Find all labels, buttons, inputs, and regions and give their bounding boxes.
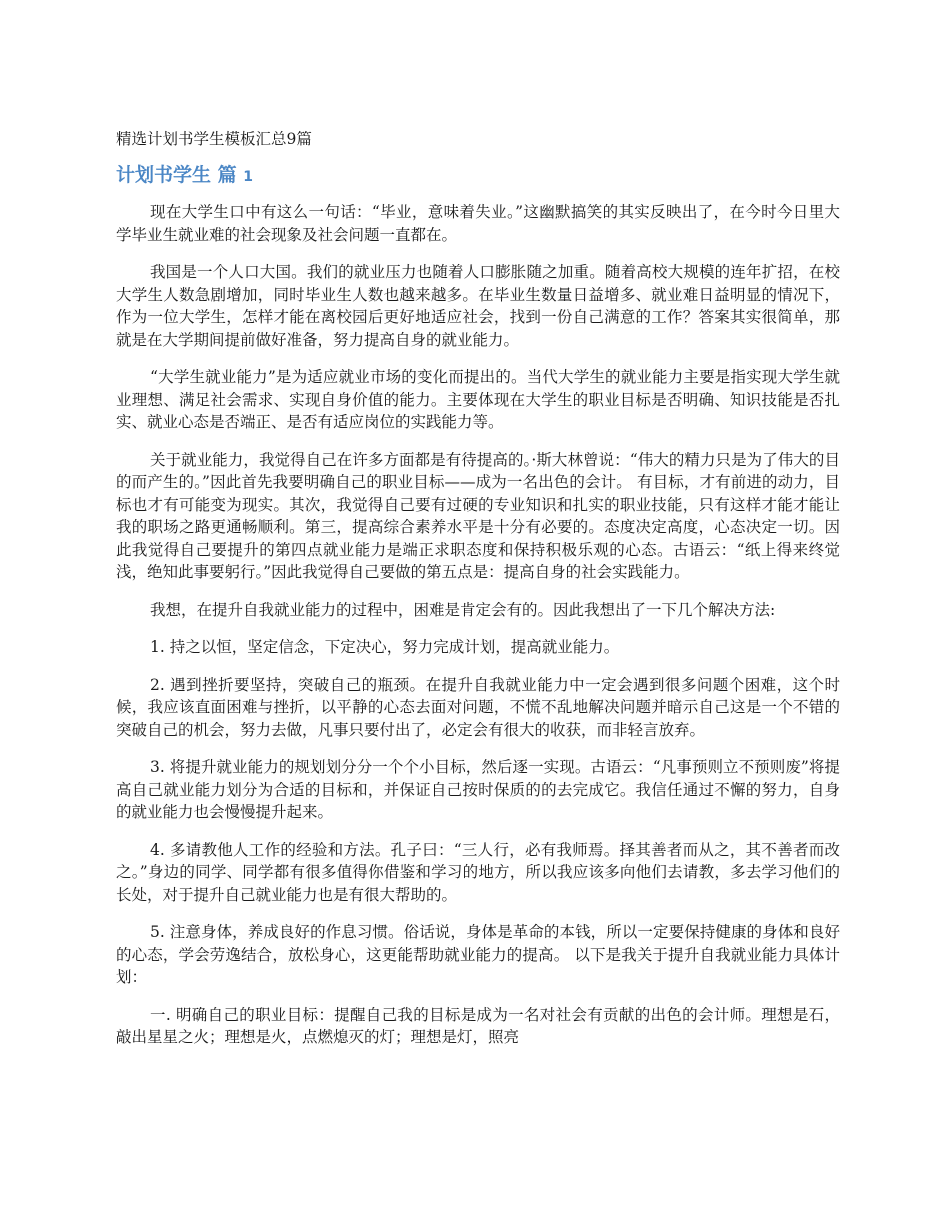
- list-item-1: 1. 持之以恒，坚定信念，下定决心，努力完成计划，提高就业能力。: [150, 638, 620, 656]
- section-heading-number: 1: [243, 169, 253, 185]
- list-item-5: 5. 注意身体，养成良好的作息习惯。俗话说，身体是革命的本钱，所以一定要保持健康的身体和良好的心态，学会劳逸结合，放松身心，这更能帮助就业能力的提高。 以下是我关于提升自我就业能力具体计划：: [116, 923, 840, 986]
- document-title: 精选计划书学生模板汇总9篇: [116, 130, 312, 148]
- paragraph-self-assessment: 关于就业能力，我觉得自己在许多方面都是有待提高的。·斯大林曾说：“伟大的精力只是为了伟大的目的而产生的。”因此首先我要明确自己的职业目标——成为一名出色的会计。 有目标，才有前进的动力，目标也才有可能变为现实。其次，我觉得自己要有过硬的专业知识和扎实的职业技能，只有这样才能才能让我的职场之路更通畅顺利。第三，提高综合素养水平是十分有必要的。态度决定高度，心态决定一切。因此我觉得自己要提升的第四点就业能力是端正求职态度和保持积极乐观的心态。古语云：“纸上得来终觉浅，绝知此事要躬行。”因此我觉得自己要做的第五点是：提高自身的社会实践能力。: [116, 450, 840, 581]
- plan-item-1: 一. 明确自己的职业目标：提醒自己我的目标是成为一名对社会有贡献的出色的会计师。理想是石，敲出星星之火；理想是火，点燃熄灭的灯；理想是灯，照亮: [116, 1005, 840, 1046]
- document-body: [116, 201, 840, 1064]
- paragraph-methods-intro: 我想，在提升自我就业能力的过程中，困难是肯定会有的。因此我想出了一下几个解决方法:: [150, 600, 776, 619]
- paragraph-definition: “大学生就业能力”是为适应就业市场的变化而提出的。当代大学生的就业能力主要是指实现大学生就业理想、满足社会需求、实现自身价值的能力。主要体现在大学生的职业目标是否明确、知识技能是否扎实、就业心态是否端正、是否有适应岗位的实践能力等。: [116, 368, 840, 431]
- section-heading: [116, 160, 253, 192]
- list-item-4: 4. 多请教他人工作的经验和方法。孔子曰：“三人行，必有我师焉。择其善者而从之，其不善者而改之。”身边的同学、同学都有很多值得你借鉴和学习的地方，所以我应该多向他们去请教，多去学习他们的长处，对于提升自己就业能力也是有很大帮助的。: [116, 840, 840, 904]
- list-item-3: 3. 将提升就业能力的规划划分分一个个小目标，然后逐一实现。古语云：“凡事预则立不预则废”将提高自己就业能力划分为合适的目标和，并保证自己按时保质的的去完成它。我信任通过不懈的努力，自身的就业能力也会慢慢提升起来。: [116, 758, 840, 821]
- paragraph-intro: 现在大学生口中有这么一句话：“毕业，意味着失业。”这幽默搞笑的其实反映出了，在今时今日里大学毕业生就业难的社会现象及社会问题一直都在。: [116, 203, 840, 244]
- paragraph-background: 我国是一个人口大国。我们的就业压力也随着人口膨胀随之加重。随着高校大规模的连年扩招，在校大学生人数急剧增加，同时毕业生人数也越来越多。在毕业生数量日益增多、就业难日益明显的情况下，作为一位大学生，怎样才能在离校园后更好地适应社会，找到一份自己满意的工作？答案其实很简单，那就是在大学期间提前做好准备，努力提高自身的就业能力。: [116, 263, 840, 349]
- list-item-2: 2. 遇到挫折要坚持，突破自己的瓶颈。在提升自我就业能力中一定会遇到很多问题个困难，这个时候，我应该直面困难与挫折，以平静的心态去面对问题，不慌不乱地解决问题并暗示自己这是一个不错的突破自己的机会，努力去做，凡事只要付出了，必定会有很大的收获，而非轻言放弃。: [116, 675, 840, 739]
- section-heading-text: 计划书学生 篇: [116, 164, 237, 186]
